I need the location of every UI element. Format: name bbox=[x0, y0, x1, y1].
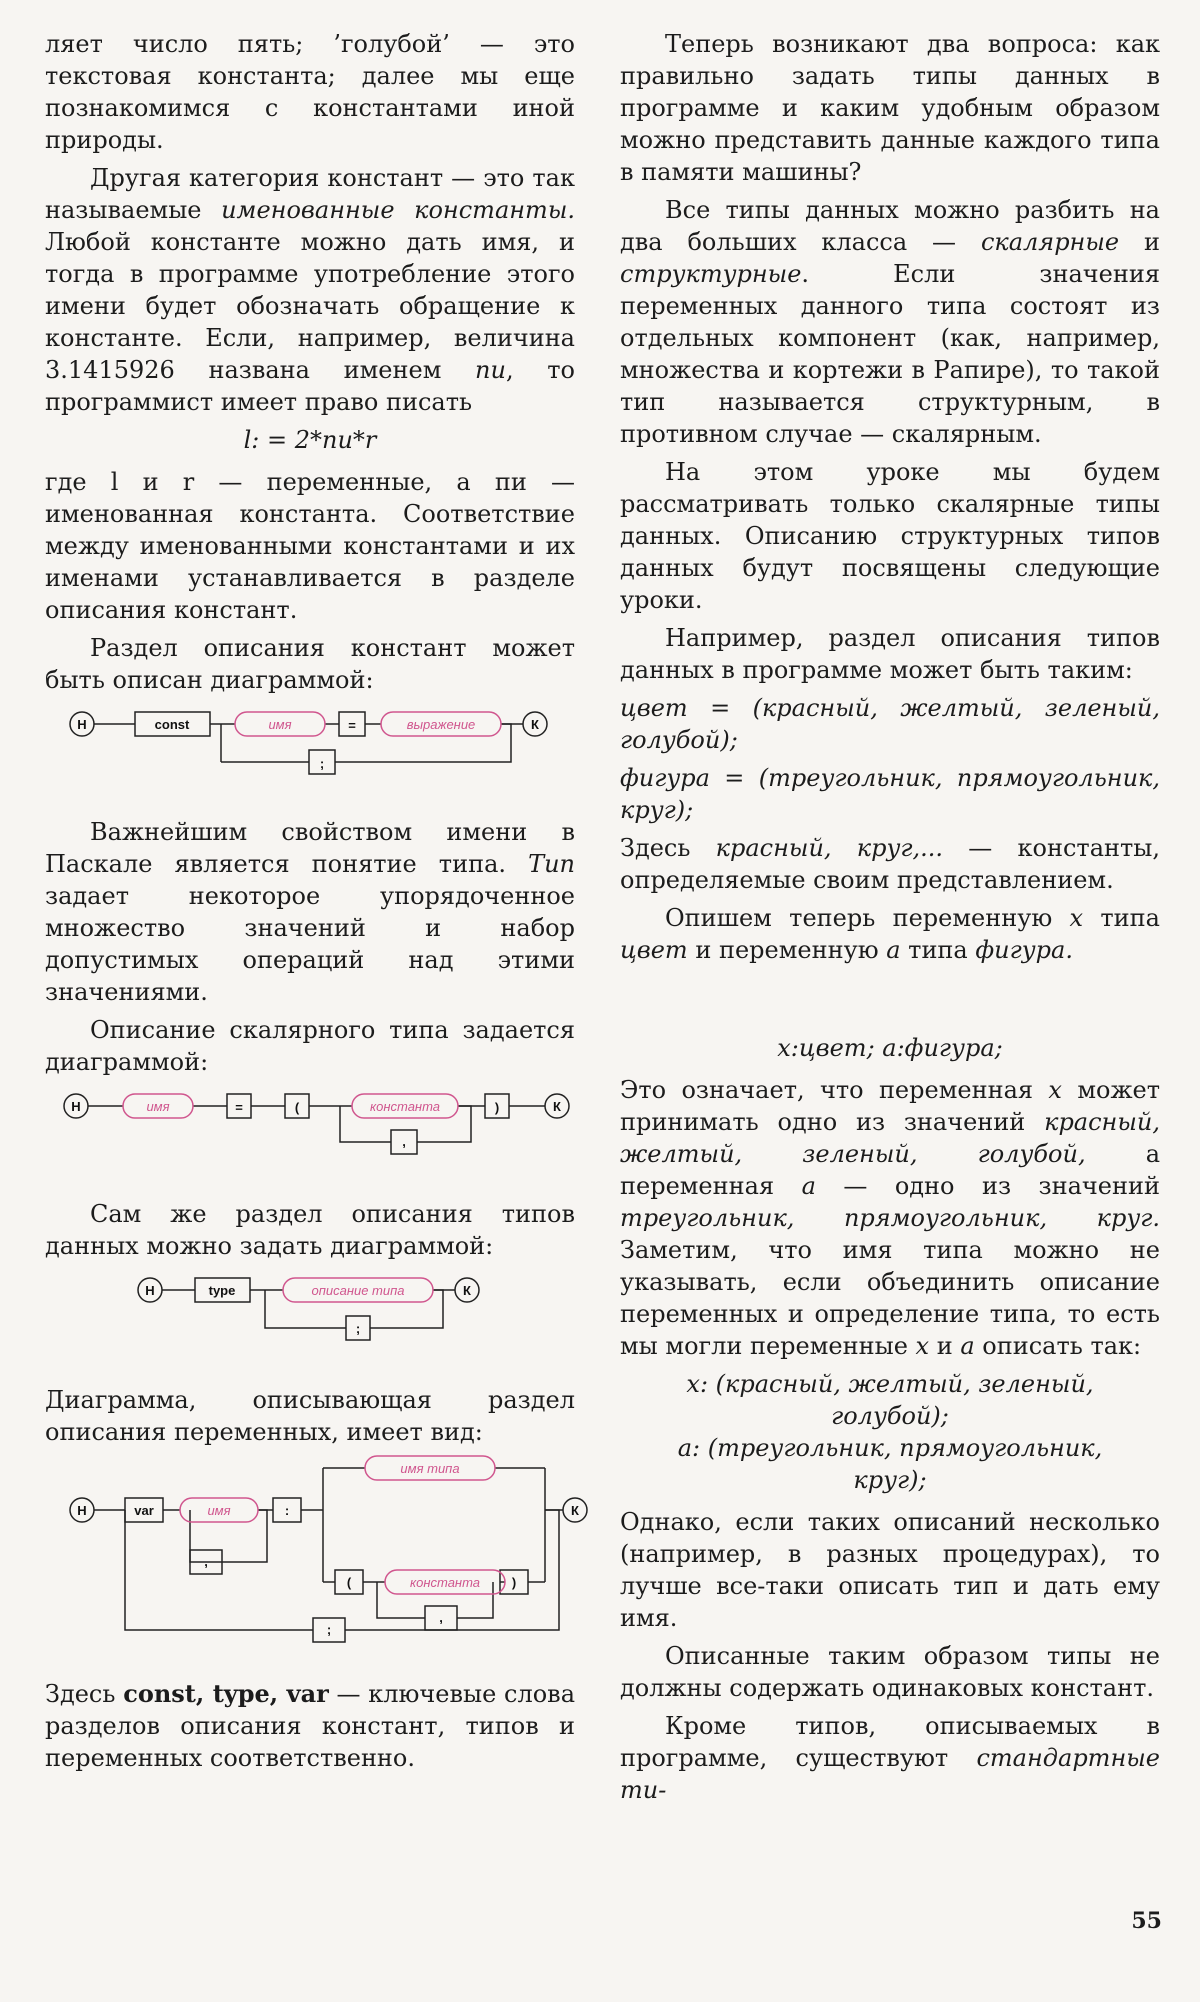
const-keyword: const bbox=[154, 717, 190, 732]
paragraph: где l и r — переменные, а пи — именованная константа. Соответствие между именованными константами и их именами устанавливается в разделе описания констант. bbox=[45, 468, 575, 624]
page-number: 55 bbox=[1131, 1908, 1162, 1934]
code-line: a: (треугольник, прямоугольник, bbox=[677, 1434, 1103, 1462]
var-keyword: var bbox=[134, 1503, 154, 1518]
code-line: цвет = (красный, желтый, зеленый, голубой); bbox=[620, 694, 1160, 754]
start-node: Н bbox=[77, 1503, 87, 1518]
var-section-diagram bbox=[45, 1454, 579, 1644]
type-keyword: type bbox=[208, 1283, 236, 1298]
semicolon-symbol: ; bbox=[319, 756, 325, 771]
end-node: К bbox=[571, 1503, 579, 1518]
code-line: x: (красный, желтый, зеленый, bbox=[686, 1370, 1094, 1398]
name-node: имя bbox=[207, 1503, 231, 1518]
paragraph: Кроме типов, описываемых в программе, существуют стандартные ти- bbox=[620, 1712, 1160, 1804]
paragraph: Здесь const, type, var — ключевые слова разделов описания констант, типов и переменных соответственно. bbox=[45, 1679, 576, 1772]
rparen-symbol: ) bbox=[494, 1100, 500, 1115]
eq-symbol: = bbox=[348, 718, 356, 733]
scalar-type-diagram bbox=[45, 1084, 575, 1164]
paragraph: Важнейшим свойством имени в Паскале является понятие типа. Тип задает некоторое упорядоченное множество значений и набор допустимых операций над этими значениями. bbox=[45, 818, 575, 1006]
paragraph: Это означает, что переменная x может принимать одно из значений красный, желтый, зеленый, голубой, а переменная a — одно из значений треугольник, прямоугольник, круг. Заметим, что имя типа можно не указывать, если объединить описание переменных и определение типа, то есть мы могли переменные x и a описать так: bbox=[620, 1076, 1161, 1360]
start-node: Н bbox=[77, 717, 87, 732]
lparen-symbol: ( bbox=[346, 1575, 352, 1590]
paragraph: Теперь возникают два вопроса: как правильно задать типы данных в программе и каким удобным образом можно представить данные каждого типа в памяти машины? bbox=[620, 30, 1160, 186]
paragraph: Раздел описания констант может быть описан диаграммой: bbox=[45, 634, 575, 694]
type-name-node: имя типа bbox=[400, 1461, 460, 1476]
semicolon-symbol: ; bbox=[326, 1622, 332, 1637]
code-line: круг); bbox=[853, 1466, 927, 1494]
paragraph: Сам же раздел описания типов данных можно задать диаграммой: bbox=[45, 1200, 575, 1260]
comma-symbol: , bbox=[439, 1610, 443, 1625]
end-node: К bbox=[463, 1283, 471, 1298]
expression-node: выражение bbox=[406, 717, 476, 732]
eq-symbol: = bbox=[235, 1100, 243, 1115]
paragraph: Другая категория констант — это так называемые именованные константы. Любой константе можно дать имя, и тогда в программе употребление этого имени будет обозначать обращение к константе. Если, например, величина 3.1415926 названа именем пи, то программист имеет право писать bbox=[45, 164, 575, 416]
formula: l: = 2*пи*r bbox=[243, 426, 377, 454]
name-node: имя bbox=[268, 717, 292, 732]
type-section-diagram bbox=[45, 1268, 575, 1350]
semicolon-symbol: ; bbox=[355, 1321, 361, 1336]
comma-symbol: , bbox=[402, 1134, 406, 1149]
name-node: имя bbox=[146, 1099, 170, 1114]
comma-symbol: , bbox=[204, 1554, 208, 1569]
paragraph: Диаграмма, описывающая раздел описания переменных, имеет вид: bbox=[45, 1386, 575, 1446]
paragraph: Описание скалярного типа задается диаграммой: bbox=[45, 1016, 575, 1076]
paragraph: Опишем теперь переменную x типа цвет и переменную a типа фигура. bbox=[620, 904, 1160, 964]
colon-symbol: : bbox=[284, 1503, 290, 1518]
paragraph: Например, раздел описания типов данных в программе может быть таким: bbox=[620, 624, 1160, 684]
right-column bbox=[620, 28, 1160, 1812]
rparen-symbol: ) bbox=[511, 1575, 517, 1590]
start-node: Н bbox=[71, 1099, 81, 1114]
code-line: голубой); bbox=[831, 1402, 949, 1430]
paragraph: Здесь красный, круг,... — константы, определяемые своим представлением. bbox=[620, 834, 1160, 894]
constant-node: константа bbox=[369, 1099, 441, 1114]
end-node: К bbox=[531, 717, 539, 732]
const-section-diagram bbox=[45, 702, 575, 782]
start-node: Н bbox=[145, 1283, 155, 1298]
paragraph: Описанные таким образом типы не должны содержать одинаковых констант. bbox=[620, 1642, 1160, 1702]
code-line: x:цвет; a:фигура; bbox=[777, 1034, 1003, 1062]
constant-node: константа bbox=[409, 1575, 481, 1590]
left-column bbox=[45, 28, 579, 1780]
code-line: фигура = (треугольник, прямоугольник, круг); bbox=[620, 764, 1160, 824]
paragraph: Все типы данных можно разбить на два больших класса — скалярные и структурные. Если значения переменных данного типа состоят из отдельных компонент (как, например, множества и кортежи в Рапире), то такой тип называется структурным, в противном случае — скалярным. bbox=[620, 196, 1161, 448]
paragraph: На этом уроке мы будем рассматривать только скалярные типы данных. Описанию структурных типов данных будут посвящены следующие уроки. bbox=[620, 458, 1160, 614]
end-node: К bbox=[553, 1099, 561, 1114]
paragraph: Однако, если таких описаний несколько (например, в разных процедурах), то лучше все-таки описать тип и дать ему имя. bbox=[620, 1508, 1160, 1632]
paragraph: ляет число пять; ’голубой’ — это текстовая константа; далее мы еще познакомимся с константами иной природы. bbox=[45, 30, 575, 154]
lparen-symbol: ( bbox=[294, 1100, 300, 1115]
type-description-node: описание типа bbox=[311, 1283, 405, 1298]
